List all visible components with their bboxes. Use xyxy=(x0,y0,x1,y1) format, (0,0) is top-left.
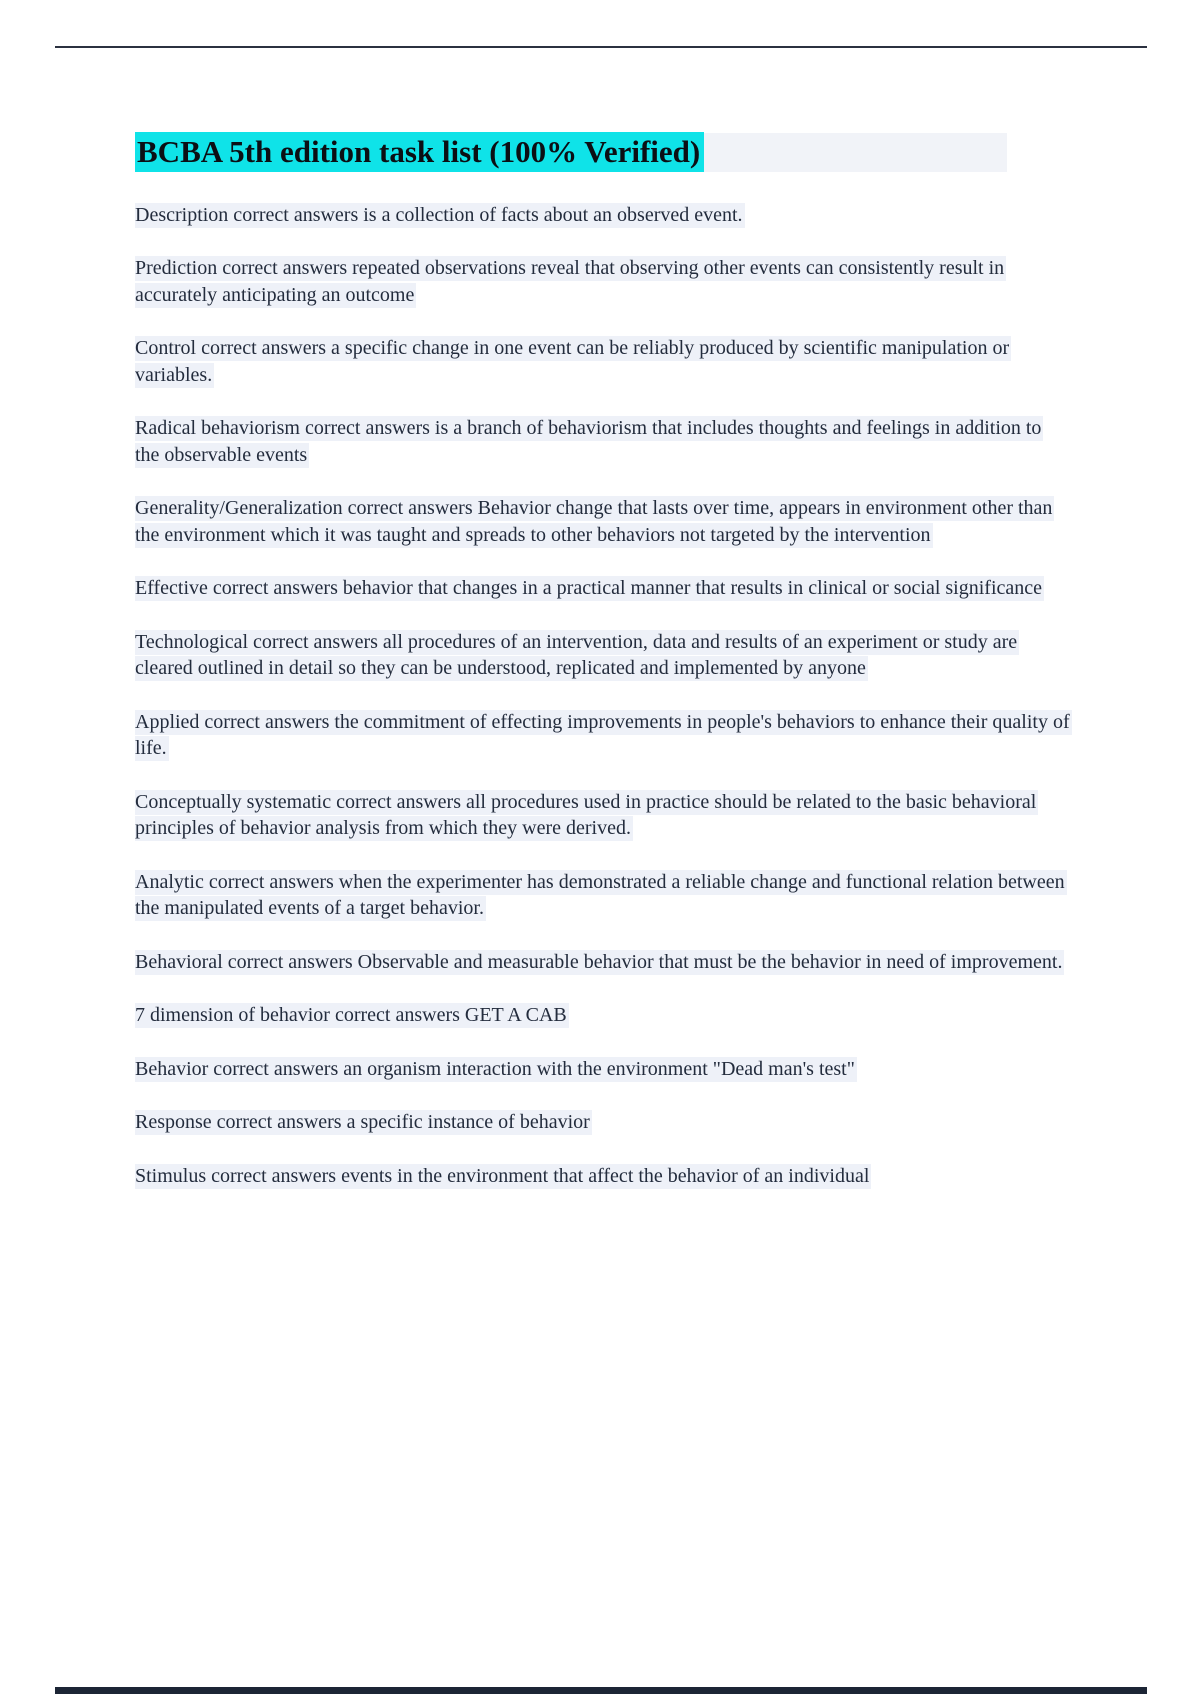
paragraph xyxy=(135,629,1070,682)
paragraph-text: Technological correct answers all procedures of an intervention, data and results of an experiment or study are cleared outlined in detail so they can be understood, replicated and implemented by anyone xyxy=(135,630,1018,680)
top-horizontal-rule xyxy=(55,46,1147,48)
paragraph-text: Generality/Generalization correct answers Behavior change that lasts over time, appears in environment other than the environment which it was taught and spreads to other behaviors not targeted by the intervention xyxy=(135,497,1053,546)
paragraph xyxy=(135,869,1070,922)
paragraph xyxy=(135,1056,1070,1083)
paragraph xyxy=(135,1002,1070,1029)
paragraph-text: Behavioral correct answers Observable and measurable behavior that must be the behavior in need of improvement. xyxy=(135,950,1063,973)
paragraph-text: Description correct answers is a collection of facts about an observed event. xyxy=(135,203,743,226)
paragraph-text: Stimulus correct answers events in the environment that affect the behavior of an individual xyxy=(135,1164,870,1187)
bottom-horizontal-rule xyxy=(55,1687,1147,1694)
paragraph-text: Prediction correct answers repeated observations reveal that observing other events can consistently result in accurately anticipating an outcome xyxy=(135,257,1005,306)
paragraph-text: Radical behaviorism correct answers is a branch of behaviorism that includes thoughts and feelings in addition to the observable events xyxy=(135,417,1042,466)
paragraph-text: Conceptually systematic correct answers all procedures used in practice should be related to the basic behavioral principles of behavior analysis from which they were derived. xyxy=(135,790,1037,840)
paragraph xyxy=(135,789,1070,842)
paragraph-text: Behavior correct answers an organism interaction with the environment "Dead man's test" xyxy=(135,1057,855,1080)
paragraph-list xyxy=(135,202,1070,1190)
page-title xyxy=(135,132,704,172)
paragraph-text: Response correct answers a specific instance of behavior xyxy=(135,1111,590,1134)
paragraph xyxy=(135,575,1070,602)
paragraph xyxy=(135,255,1070,308)
paragraph xyxy=(135,415,1070,468)
paragraph xyxy=(135,495,1070,548)
paragraph xyxy=(135,1163,1070,1190)
paragraph-text: Applied correct answers the commitment of effecting improvements in people's behaviors to enhance their quality of life. xyxy=(135,710,1070,760)
paragraph xyxy=(135,709,1070,762)
document-content xyxy=(135,133,1070,1216)
title-highlight: BCBA 5th edition task list (100% Verified) xyxy=(135,132,704,172)
paragraph-text: Effective correct answers behavior that changes in a practical manner that results in clinical or social significance xyxy=(135,577,1043,600)
paragraph xyxy=(135,1109,1070,1136)
paragraph xyxy=(135,949,1070,976)
paragraph-text: 7 dimension of behavior correct answers GET A CAB xyxy=(135,1004,567,1027)
paragraph xyxy=(135,335,1070,388)
title-row xyxy=(135,133,1007,172)
paragraph-text: Control correct answers a specific change in one event can be reliably produced by scientific manipulation or variables. xyxy=(135,337,1010,386)
paragraph xyxy=(135,202,1070,229)
paragraph-text: Analytic correct answers when the experimenter has demonstrated a reliable change and functional relation between the manipulated events of a target behavior. xyxy=(135,870,1065,920)
